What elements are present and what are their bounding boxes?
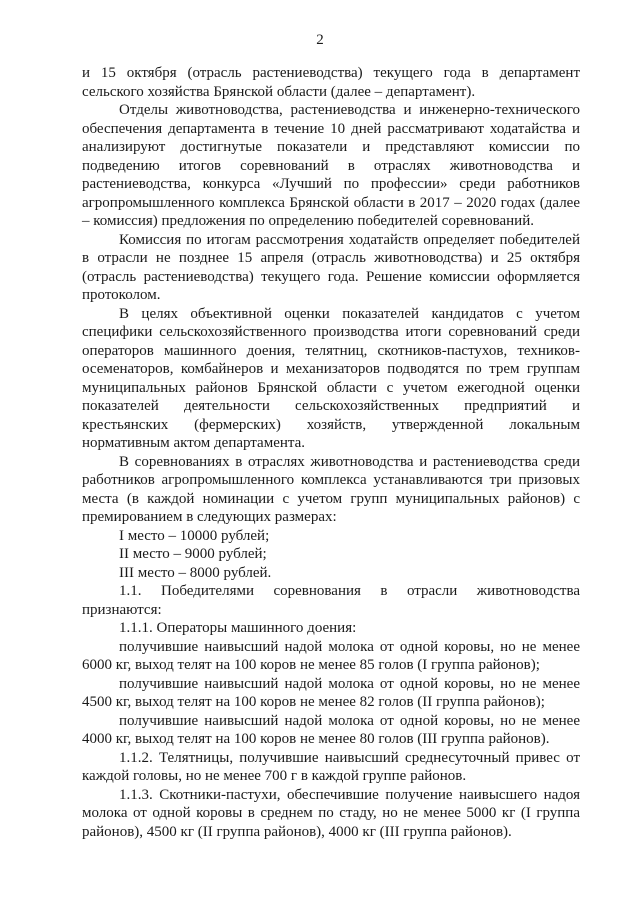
paragraph-departments-review: Отделы животноводства, растениеводства и инженерно-технического обеспечения департамента в течение 10 дней рассматривают ходатайства и анализируют достигнутые показатели и представляют комиссии по подведению итогов соревнований в отраслях животноводства и растениеводства, конкурса «Лучший по профессии» среди работников агропромышленного комплекса Брянской области в 2017 – 2020 годах (далее – комиссия) предложения по определению победителей соревнований. bbox=[82, 102, 580, 229]
section-1-1: 1.1. Победителями соревнования в отрасли животноводства признаются: bbox=[82, 583, 580, 618]
paragraph-continuation: и 15 октября (отрасль растениеводства) текущего года в департамент сельского хозяйства Брянской области (далее – департамент). bbox=[82, 65, 580, 100]
operator-criterion-group-2: получившие наивысший надой молока от одной коровы, но не менее 4500 кг, выход телят на 100 коров не менее 82 голов (II группа районов); bbox=[82, 675, 580, 710]
paragraph-commission-deadline: Комиссия по итогам рассмотрения ходатайств определяет победителей в отрасли не позднее 15 апреля (отрасль животноводства) и 25 октября (отрасль растениеводства) текущего года. Решение комиссии оформляется протоколом. bbox=[82, 231, 580, 303]
section-1-1-2: 1.1.2. Телятницы, получившие наивысший среднесуточный привес от каждой головы, но не менее 700 г в каждой группе районов. bbox=[82, 749, 580, 784]
section-1-1-1-heading: 1.1.1. Операторы машинного доения: bbox=[119, 620, 357, 636]
prize-first-place: I место – 10000 рублей; bbox=[119, 527, 270, 544]
prize-second-place: II место – 9000 рублей; bbox=[119, 546, 267, 562]
prize-third-place: III место – 8000 рублей. bbox=[119, 564, 272, 581]
operator-criterion-group-1: получившие наивысший надой молока от одной коровы, но не менее 6000 кг, выход телят на 100 коров не менее 85 голов (I группа районов); bbox=[82, 638, 580, 673]
page-number: 2 bbox=[316, 32, 324, 48]
paragraph-evaluation-groups: В целях объективной оценки показателей кандидатов с учетом специфики сельскохозяйственного производства итоги соревнований среди операторов машинного доения, телятниц, скотников-пастухов, техников-осеменаторов, комбайнеров и механизаторов подводятся по трем группам муниципальных районов Брянской области с учетом ежегодной оценки показателей деятельности сельскохозяйственных предприятий и крестьянских (фермерских) хозяйств, утвержденной локальным нормативным актом департамента. bbox=[82, 305, 580, 451]
section-1-1-3: 1.1.3. Скотники-пастухи, обеспечившие получение наивысшего надоя молока от одной коровы в среднем по стаду, но не менее 5000 кг (I группа районов), 4500 кг (II группа районов), 4000 кг (III группа районов). bbox=[82, 786, 580, 840]
operator-criterion-group-3: получившие наивысший надой молока от одной коровы, но не менее 4000 кг, выход телят на 100 коров не менее 80 голов (III группа районов). bbox=[82, 712, 580, 747]
document-body bbox=[82, 64, 580, 841]
paragraph-prize-places: В соревнованиях в отраслях животноводства и растениеводства среди работников агропромышленного комплекса устанавливаются три призовых места (в каждой номинации с учетом групп муниципальных районов) с премированием в следующих размерах: bbox=[82, 453, 580, 525]
